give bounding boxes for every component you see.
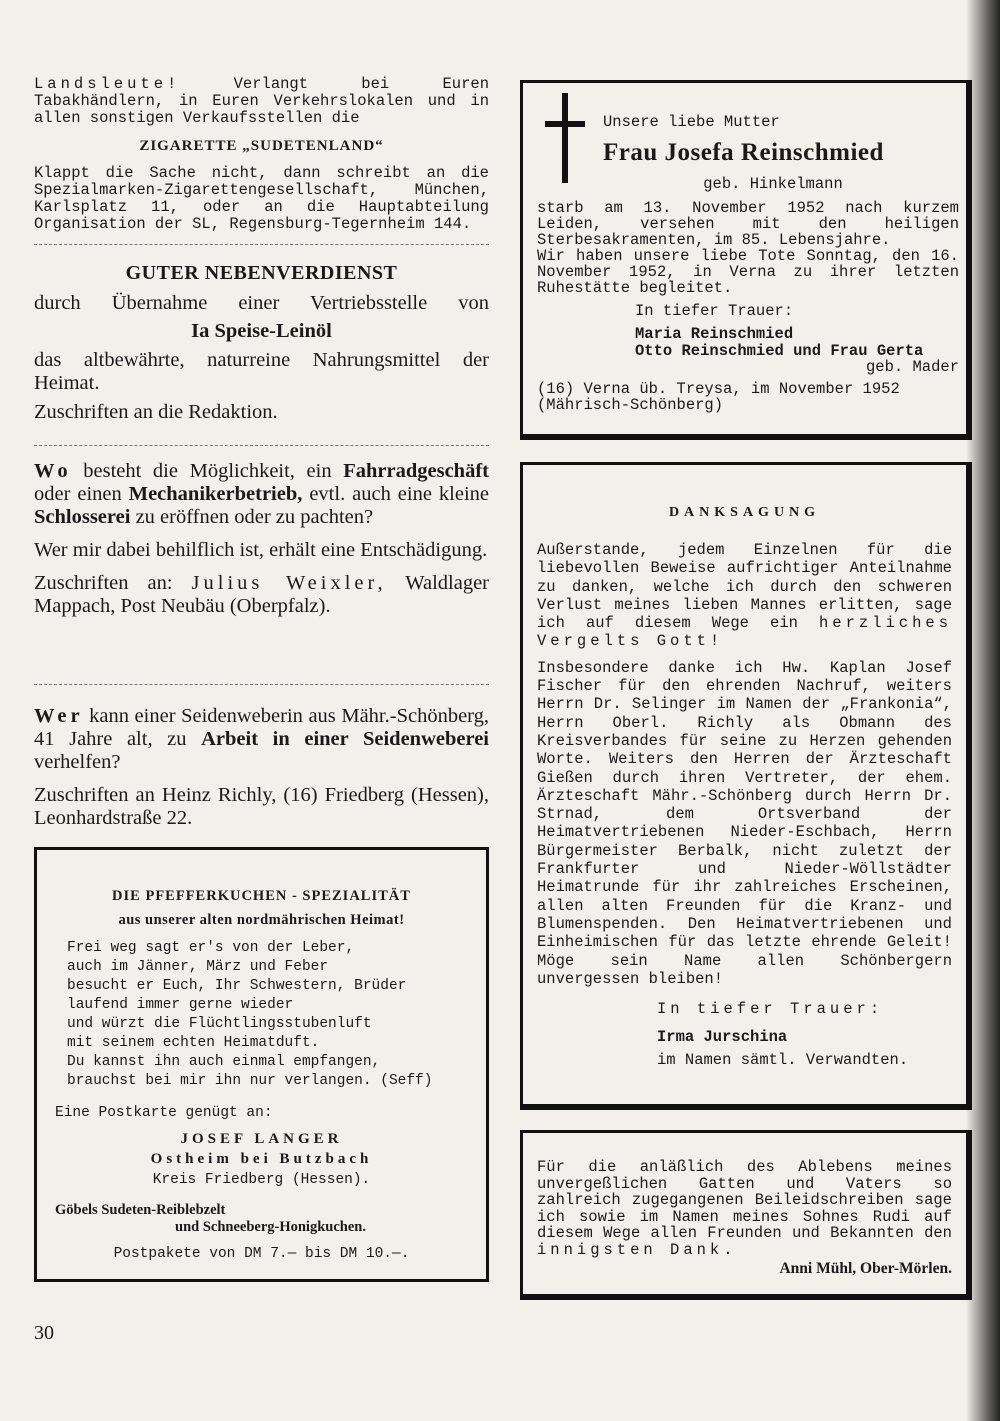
- ad-linseed-contact: Zuschriften an die Redaktion.: [34, 401, 278, 423]
- ad-linseed: [34, 262, 489, 424]
- ad-gingerbread-postcard: Eine Postkarte genügt an:: [55, 1105, 273, 1121]
- thanks2-box: [520, 1130, 972, 1300]
- divider: [34, 244, 489, 245]
- thanks-text: Außerstande, jedem Einzelnen für die liebevollen Beweise aufrichtiger Anteilnahme zu danken, welche ich durch den schweren Verlust meines lieben Mannes erlitten, sage ich auf diesem Wege ein herzliches Vergelts Gott! Insbesondere danke ich Hw. Kaplan Josef Fischer für den ehrenden Nachruf, weiters Herrn Dr. Selinger im Namen der „Frankonia“, Herrn Oberl. Richly als Obmann des Kreisverbandes für seine zu Herzen gehenden Worte. Weiters den Herren der Ärzteschaft Gießen durch ihren Vertreter, der ehem. Ärzteschaft Mähr.-Schönberg durch Herrn Dr. Strnad, dem Ortsverband der Heimatvertriebenen Nieder-Eschbach, Herrn Bürgermeister Berbalk, nicht zuletzt der Frankfurter und Nieder-Wöllstädter Heimatrunde für ihr zahlreiches Erscheinen, allen alten Freunden für die Kranz- und Blumenspenden. Den Heimatvertriebenen und Einheimischen für das letzte ehrende Geleit! Möge sein Name allen Schönbergern unvergessen bleiben! In tiefer Trauer: Irma Jurschina im Namen sämtl. Verwandten.: [537, 541, 953, 1069]
- ad-bicycle-reward: Wer mir dabei behilflich ist, erhält eine Entschädigung.: [34, 539, 488, 561]
- latin-cross-icon: [545, 93, 585, 183]
- ad-gingerbread-products-1: Göbels Sudeten-Reiblebzelt: [55, 1202, 226, 1218]
- thanks2-text: Für die anläßlich des Ablebens meines unvergeßlichen Gatten und Vaters so zahlreich zugegangenen Beileidschreiben sage ich sowie im Namen meines Sohnes Rudi auf diesem Wege allen Freunden und Bekannten den innigsten Dank. Anni Mühl, Ober-Mörlen.: [537, 1158, 952, 1277]
- divider: [34, 684, 489, 685]
- obituary-text: starb am 13. November 1952 nach kurzem Leiden, versehen mit den heiligen Sterbesakramenten, im 85. Lebensjahre. Wir haben unsere liebe Tote Sonntag, den 16. November 1952, in Verna zu ihrer letzten Ruhestätte begleitet. In tiefer Trauer: Maria Reinschmied Otto Reinschmied und Frau Gerta geb. Mader (16) Verna üb. Treysa, im November 1952 (Mährisch-Schönberg): [537, 199, 959, 414]
- ad-gingerbread-district: Kreis Friedberg (Hessen).: [152, 1172, 371, 1188]
- thanks2-signature: Anni Mühl, Ober-Mörlen.: [779, 1259, 952, 1277]
- divider: [34, 445, 489, 446]
- ad-gingerbread-title: DIE PFEFFERKUCHEN - SPEZIALITÄT: [112, 888, 411, 904]
- ad-gingerbread-prices: Postpakete von DM 7.— bis DM 10.—.: [113, 1246, 410, 1262]
- intro-spaced: Landsleute!: [34, 75, 181, 93]
- ad-linseed-line2: das altbewährte, naturreine Nahrungsmittel der Heimat.: [34, 349, 489, 394]
- obituary-name: Frau Josefa Reinschmied: [603, 139, 884, 166]
- page-number: 30: [34, 1322, 54, 1344]
- ad-linseed-heading: GUTER NEBENVERDIENST: [125, 262, 398, 284]
- ad-cigarette: Landsleute! Verlangt bei Euren Tabakhändlern, in Euren Verkehrslokalen und in allen sonstigen Verkaufsstellen die ZIGARETTE „SUDETENLAND“ Klappt die Sache nicht, dann schreibt an die Spezialmarken-Zigarettengesellschaft, München, Karlsplatz 11, oder an die Hauptabteilung Organisation der SL, Regensburg-Tegernheim 144.: [34, 75, 489, 233]
- ad-gingerbread-box: [34, 847, 489, 1282]
- ad-weaver-contact: Zuschriften an Heinz Richly, (16) Friedberg (Hessen), Leonhardstraße 22.: [34, 784, 489, 829]
- ad-weaver: Wer kann einer Seidenweberin aus Mähr.-Schönberg, 41 Jahre alt, zu Arbeit in einer Seidenweberei verhelfen? Zuschriften an Heinz Richly, (16) Friedberg (Hessen), Leonhardstraße 22.: [34, 705, 489, 829]
- ad-cigarette-product: ZIGARETTE „SUDETENLAND“: [139, 138, 384, 154]
- ad-gingerbread-subtitle: aus unserer alten nordmährischen Heimat!: [118, 912, 405, 928]
- thanks-title: DANKSAGUNG: [668, 505, 821, 520]
- ad-linseed-product: Ia Speise-Leinöl: [191, 320, 332, 342]
- ad-cigarette-body: Klappt die Sache nicht, dann schreibt an die Spezialmarken-Zigarettengesellschaft, München, Karlsplatz 11, oder an die Hauptabteilung Organisation der SL, Regensburg-Tegernheim 144.: [34, 164, 489, 233]
- ad-linseed-line1: durch Übernahme einer Vertriebsstelle von: [34, 292, 489, 314]
- obituary-intro: Unsere liebe Mutter: [603, 113, 780, 131]
- ad-gingerbread-place: Ostheim bei Butzbach: [150, 1151, 373, 1167]
- obituary-box: [520, 80, 972, 440]
- ad-bicycle-contact: Zuschriften an: Julius Weixler, Waldlager Mappach, Post Neubäu (Oberpfalz).: [34, 572, 489, 617]
- obituary-maiden-name: geb. Hinkelmann: [703, 175, 843, 193]
- ad-gingerbread-name: JOSEF LANGER: [180, 1131, 343, 1147]
- ad-gingerbread-poem: Frei weg sagt er's von der Leber, auch im Jänner, März und Feber besucht er Euch, Ihr Schwestern, Brüder laufend immer gerne wieder und würzt die Flüchtlingsstubenluft mit seinem echten Heimatduft. Du kannst ihn auch einmal empfangen, brauchst bei mir ihn nur verlangen. (Seff): [67, 940, 433, 1089]
- thanks-box: [520, 462, 972, 1110]
- ad-bicycle: Wo besteht die Möglichkeit, ein Fahrradgeschäft oder einen Mechanikerbetrieb, evtl. auch eine kleine Schlosserei zu eröffnen oder zu pachten? Wer mir dabei behilflich ist, erhält eine Entschädigung. Zuschriften an: Julius Weixler, Waldlager Mappach, Post Neubäu (Oberpfalz).: [34, 460, 489, 617]
- ad-gingerbread-products-2: und Schneeberg-Honigkuchen.: [175, 1219, 366, 1235]
